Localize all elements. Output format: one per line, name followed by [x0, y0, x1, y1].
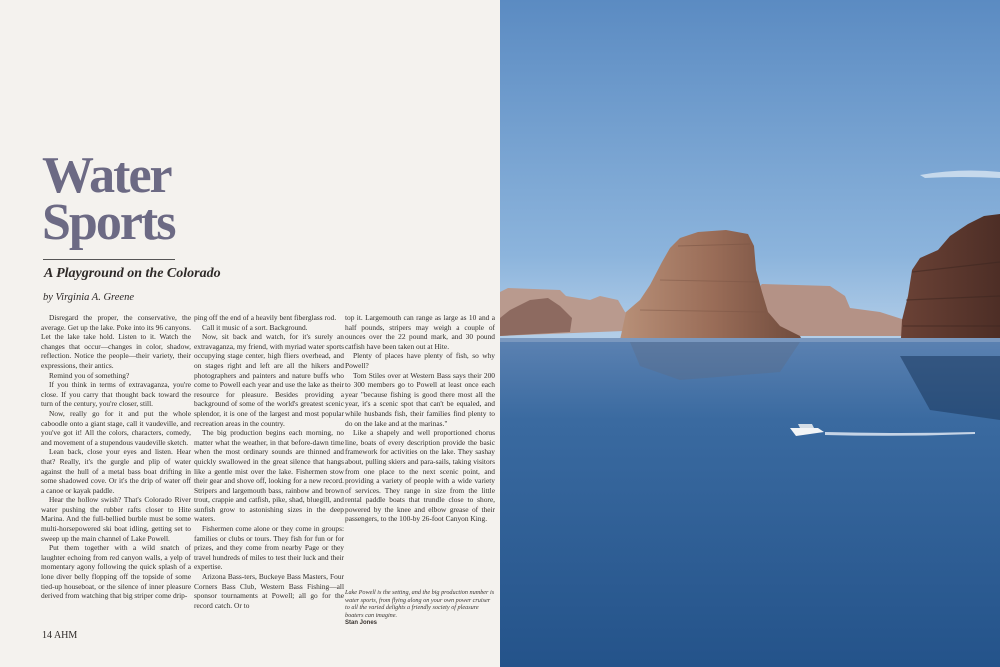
- paragraph: Lean back, close your eyes and listen. Hear that? Really, it's the gurgle and plip of water against the hull of a metal bass boat drifting in some shadowed cove. Or it's the drip of water off a canoe or kayak paddle.: [41, 447, 191, 495]
- speedboat-cabin: [798, 424, 814, 428]
- photo-caption: Lake Powell is the setting, and the big production number is water sports, from flying along on your own power cruiser to all the varied delights a friendly society of pleasure boaters can imagine.: [345, 589, 495, 619]
- paragraph: Plenty of places have plenty of fish, so why Powell?: [345, 351, 495, 370]
- text-column-1: [41, 313, 191, 601]
- paragraph: Call it music of a sort. Background.: [202, 322, 308, 332]
- paragraph: Put them together with a wild snatch of laughter echoing from red canyon walls, a yelp of momentary agony following the quick splash of a lone diver belly flopping off the topside of some tied-up houseboat, or the silence of inner pleasure derived from watching that big striper come drip-: [41, 543, 191, 601]
- paragraph: top it. Largemouth can range as large as 10 and a half pounds, stripers may weigh a couple of ounces over the 22 pound mark, and 30 pound catfish have been taken out at Hite.: [345, 313, 495, 351]
- paragraph: Remind you of something?: [49, 370, 130, 380]
- paragraph: The big production begins each morning, no matter what the weather, in that before-dawn time when the most ordinary sounds are thinned and quickly swallowed in the great silence that hangs like a gentle mist over the lake. Fishermen stow their gear and shove off, looking for a new record. Stripers and largemouth bass, rainbow and brown trout, crappie and catfish, pike, shad, bluegill, and sunfish grow to astonishing sizes in the deep waters.: [194, 428, 344, 524]
- text-column-2: [194, 313, 344, 610]
- photo-credit: Stan Jones: [345, 620, 378, 626]
- paragraph: Fishermen come alone or they come in groups: families or clubs or tours. They fish for fun or for prizes, and they come from nearby Page or they travel hundreds of miles to test their luck and their expertise.: [194, 524, 344, 572]
- paragraph: Like a shapely and well proportioned chorus line, boats of every description provide the basic framework for activities on the lake. They sashay about, pulling skiers and para-sails, taking visitors from one place to the next scenic point, and providing a variety of people with a wide variety of services. They range in size from the little rental paddle boats that trundle close to shore, powered by the knee and elbow grease of their passengers, to the 100-by 26-foot Canyon King.: [345, 428, 495, 524]
- byline: by Virginia A. Greene: [43, 292, 134, 303]
- paragraph: Now, sit back and watch, for it's surely an extravaganza, my friend, with myriad water sports occupying stage center, high fliers overhead, and on stages right and left are all the hikers and photographers and painters and nature buffs who come to Powell each year and use the lake as their resource for pleasure. Besides providing a background of some of the world's greatest scenic splendor, it is one of the largest and most popular recreation areas in the country.: [194, 332, 344, 428]
- paragraph: ping off the end of a heavily bent fiberglass rod.: [194, 313, 337, 322]
- title-line-1: Water: [42, 147, 171, 204]
- page-folio: 14 AHM: [42, 630, 78, 641]
- paragraph: Now, really go for it and put the whole caboodle onto a giant stage, call it vaudeville, and you've got it! All the colors, characters, comedy, and movement of a stupendous vaudeville sketch.: [41, 408, 191, 447]
- title-line-2: Sports: [42, 194, 175, 251]
- paragraph: Hear the hollow swish? That's Colorado River water pushing the rubber rafts closer to Hite Marina. And the full-bellied burble must be some multi-horsepowered ski boat idling, getting set to sweep up the main channel of Lake Powell.: [41, 495, 191, 543]
- text-column-3: [345, 313, 495, 524]
- article-subtitle: A Playground on the Colorado: [44, 266, 221, 281]
- lake-powell-photo: [500, 0, 1000, 667]
- lake-photo: [500, 0, 1000, 667]
- paragraph: Arizona Bass-ters, Buckeye Bass Masters, Four Corners Bass Club, Western Bass Fishing—all sponsor tournaments at Powell; all go for the record catch. Or to: [194, 572, 344, 610]
- paragraph: If you think in terms of extravaganza, you're close. If you carry that thought back toward the turn of the century, you're closer, still.: [41, 380, 191, 409]
- article-title: [42, 147, 175, 251]
- paragraph: Tom Stiles over at Western Bass says their 200 to 300 members go to Powell at least once each year "because fishing is good there most all the year, it's a scenic spot that can't be equaled, and while husbands fish, their families find plenty to do on the lake and at the marinas.": [345, 370, 495, 428]
- title-rule: [43, 259, 175, 260]
- paragraph: Disregard the proper, the conservative, the average. Get up the lake. Poke into its 96 canyons. Let the lake take hold. Listen to it. Watch the changes that occur—changes in color, shadow, reflection. Notice the people—their variety, their expressions, their antics.: [41, 313, 191, 370]
